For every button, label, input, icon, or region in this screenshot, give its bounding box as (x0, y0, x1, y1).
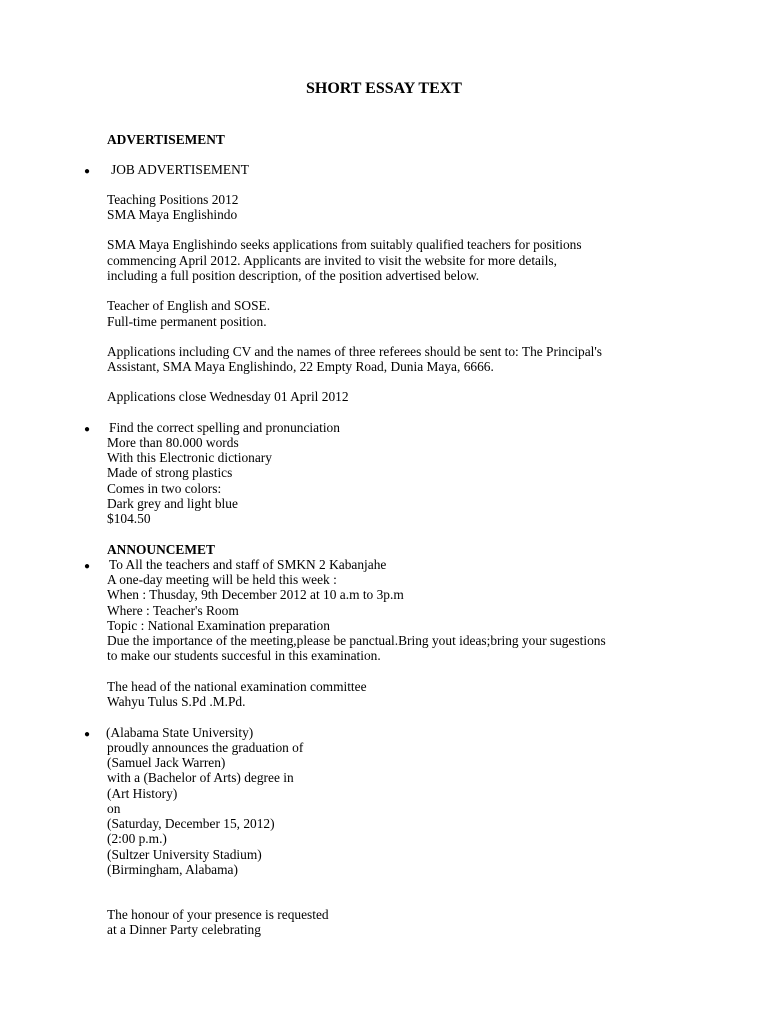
page-title: SHORT ESSAY TEXT (306, 80, 462, 97)
graduation-line: The honour of your presence is requested (107, 907, 329, 922)
bullet-icon: ● (84, 729, 91, 740)
job-ad-line: Applications close Wednesday 01 April 2012 (107, 389, 349, 404)
job-ad-line: Assistant, SMA Maya Englishindo, 22 Empty Road, Dunia Maya, 6666. (107, 359, 494, 374)
job-ad-line: Full-time permanent position. (107, 314, 267, 329)
graduation-line: (Alabama State University) (106, 725, 254, 740)
meeting-line: To All the teachers and staff of SMKN 2 Kabanjahe (109, 557, 387, 572)
graduation-line: at a Dinner Party celebrating (107, 922, 261, 937)
dictionary-ad-line: Made of strong plastics (107, 465, 233, 480)
graduation-line: (Birmingham, Alabama) (107, 862, 238, 877)
job-ad-line: SMA Maya Englishindo seeks applications from suitably qualified teachers for positions (107, 237, 582, 252)
dictionary-ad-line: Dark grey and light blue (107, 496, 238, 511)
meeting-line: to make our students succesful in this examination. (107, 648, 381, 663)
bullet-icon: ● (84, 424, 91, 435)
dictionary-ad-line: Find the correct spelling and pronunciation (109, 420, 340, 435)
dictionary-ad-line: More than 80.000 words (107, 435, 239, 450)
dictionary-ad-price: $104.50 (107, 511, 151, 526)
job-ad-title: JOB ADVERTISEMENT (111, 162, 249, 177)
dictionary-ad-line: With this Electronic dictionary (107, 450, 272, 465)
job-ad-line: commencing April 2012. Applicants are invited to visit the website for more details, (107, 253, 557, 268)
job-ad-line: including a full position description, of the position advertised below. (107, 268, 480, 283)
job-ad-line: Teaching Positions 2012 (107, 192, 239, 207)
section-heading-advertisement: ADVERTISEMENT (107, 132, 225, 147)
meeting-line: Where : Teacher's Room (107, 603, 239, 618)
graduation-line: (Art History) (107, 786, 178, 801)
meeting-line: When : Thusday, 9th December 2012 at 10 a.m to 3p.m (107, 587, 404, 602)
bullet-icon: ● (84, 561, 91, 572)
section-heading-announcement: ANNOUNCEMET (107, 542, 215, 557)
job-ad-line: SMA Maya Englishindo (107, 207, 238, 222)
graduation-line: on (107, 801, 121, 816)
dictionary-ad-line: Comes in two colors: (107, 481, 222, 496)
graduation-line: proudly announces the graduation of (107, 740, 304, 755)
graduation-line: (Samuel Jack Warren) (107, 755, 226, 770)
bullet-icon: ● (84, 166, 91, 177)
meeting-line: Topic : National Examination preparation (107, 618, 330, 633)
job-ad-line: Applications including CV and the names of three referees should be sent to: The Principal's (107, 344, 603, 359)
meeting-line: A one-day meeting will be held this week : (107, 572, 337, 587)
meeting-signature-name: Wahyu Tulus S.Pd .M.Pd. (107, 694, 246, 709)
meeting-signature-title: The head of the national examination committee (107, 679, 367, 694)
graduation-line: (Saturday, December 15, 2012) (107, 816, 275, 831)
graduation-line: (2:00 p.m.) (107, 831, 167, 846)
graduation-line: (Sultzer University Stadium) (107, 847, 262, 862)
graduation-line: with a (Bachelor of Arts) degree in (107, 770, 294, 785)
meeting-line: Due the importance of the meeting,please be panctual.Bring yout ideas;bring your sugestions (107, 633, 606, 648)
job-ad-line: Teacher of English and SOSE. (107, 298, 271, 313)
